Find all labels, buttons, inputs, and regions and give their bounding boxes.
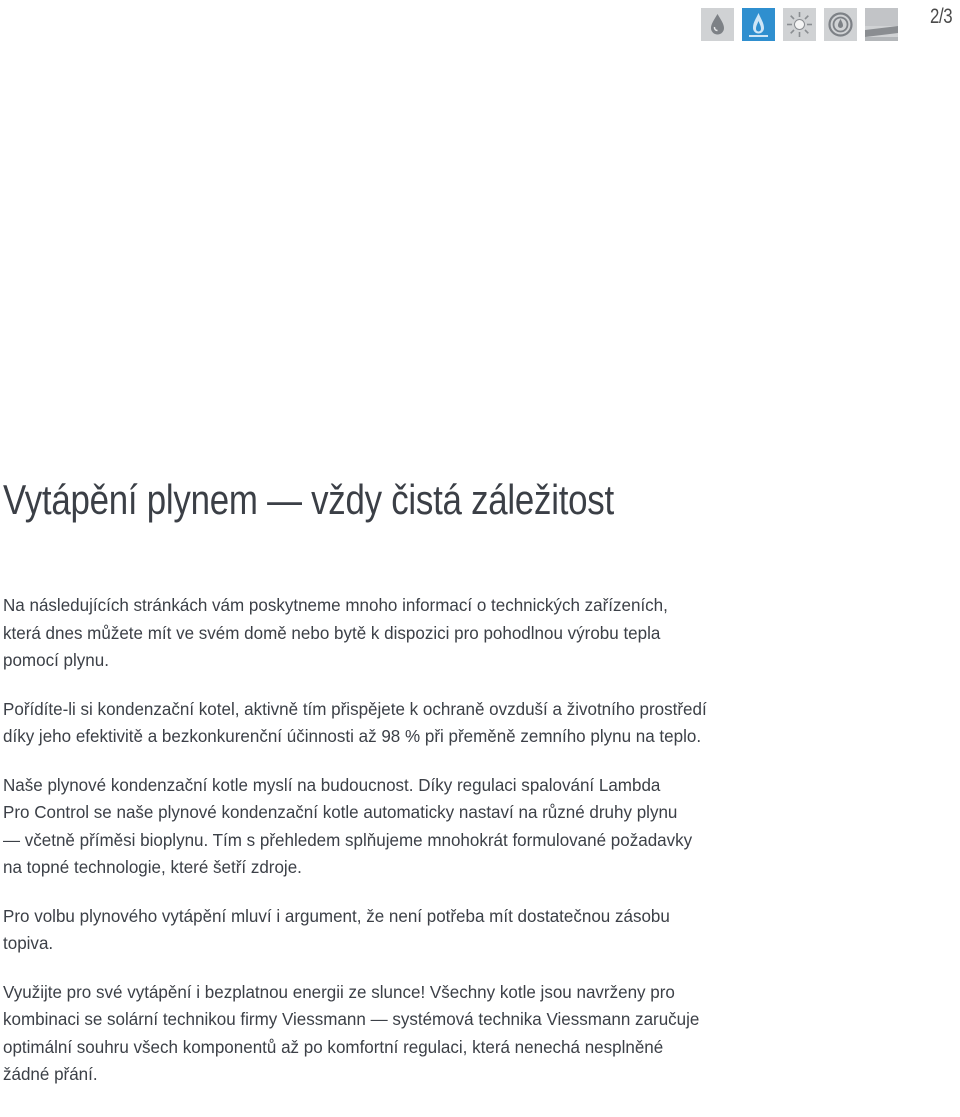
page-number: 2/3 — [930, 5, 953, 28]
water-drop-icon[interactable] — [701, 8, 734, 41]
page-title: Vytápění plynem — vždy čistá záležitost — [3, 476, 614, 523]
text-line: pomocí plynu. — [3, 650, 109, 670]
paragraph — [3, 696, 960, 751]
text-line: optimální souhru všech komponentů až po komfortní regulaci, která nenechá nesplněné — [3, 1036, 664, 1057]
sun-icon[interactable] — [783, 8, 816, 41]
text-line: Využijte pro své vytápění i bezplatnou energii ze slunce! Všechny kotle jsou navrženy pro — [3, 981, 675, 1002]
paragraph — [3, 592, 960, 675]
text-line: — včetně příměsi bioplynu. Tím s přehledem splňujeme mnohokrát formulované požadavky — [3, 829, 693, 850]
wood-ring-icon[interactable] — [824, 8, 857, 41]
gas-flame-icon[interactable] — [742, 8, 775, 41]
text-line: díky jeho efektivitě a bezkonkurenční účinnosti až 98 % při přeměně zemního plynu na teplo. — [3, 726, 702, 746]
paragraph — [3, 903, 960, 958]
text-line: Pro Control se naše plynové kondenzační kotle automaticky nastaví na různé druhy plynu — [3, 802, 678, 822]
solar-panel-icon[interactable] — [865, 8, 898, 41]
text-line: Naše plynové kondenzační kotle myslí na budoucnost. Díky regulaci spalování Lambda — [3, 774, 661, 795]
text-line: kombinaci se solární technikou firmy Viessmann — systémová technika Viessmann zaručuje — [3, 1009, 700, 1029]
text-line: Na následujících stránkách vám poskytneme mnoho informací o technických zařízeních, — [3, 595, 668, 615]
text-line: která dnes můžete mít ve svém domě nebo bytě k dispozici pro pohodlnou výrobu tepla — [3, 622, 661, 643]
text-line: na topné technologie, které šetří zdroje. — [3, 857, 302, 877]
paragraph — [3, 772, 960, 882]
text-line: žádné přání. — [3, 1064, 98, 1084]
paragraph — [3, 979, 960, 1089]
body-text — [3, 592, 960, 1110]
text-line: Pořídíte-li si kondenzační kotel, aktivně tím přispějete k ochraně ovzduší a životního prostředí — [3, 698, 707, 719]
text-line: Pro volbu plynového vytápění mluví i argument, že není potřeba mít dostatečnou zásobu — [3, 905, 670, 926]
text-line: topiva. — [3, 933, 54, 953]
category-icon-bar — [701, 8, 898, 41]
